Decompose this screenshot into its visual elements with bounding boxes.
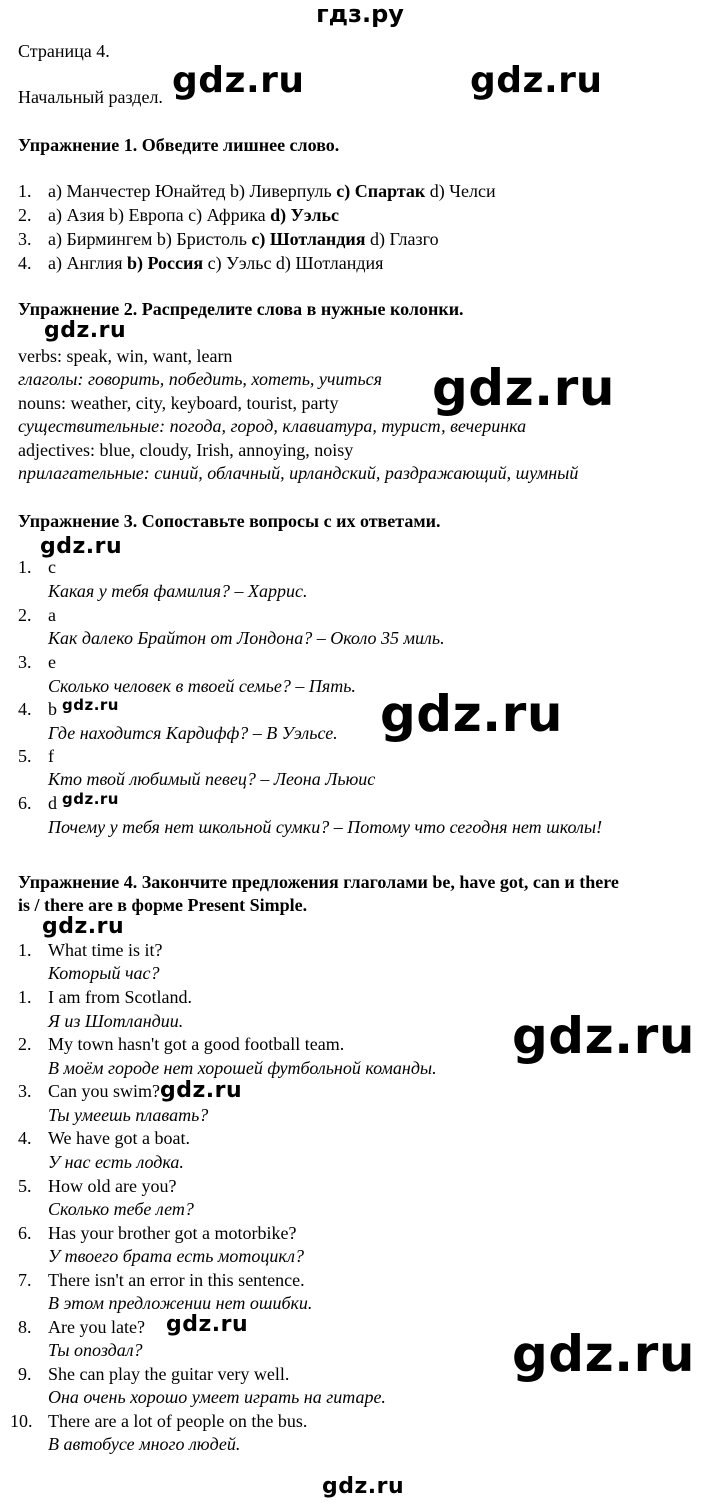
- ex1-num: 2.: [18, 205, 32, 225]
- ex4-sentence: I am from Scotland.: [48, 987, 192, 1007]
- ex4-translation: В этом предложении нет ошибки.: [48, 1293, 313, 1313]
- watermark: gdz.ru: [512, 1325, 695, 1383]
- ex4-translation: Ты умеешь плавать?: [48, 1105, 209, 1125]
- ex4-translation: У твоего брата есть мотоцикл?: [48, 1246, 305, 1266]
- ex3-letter: a: [48, 605, 56, 625]
- ex3-num: 4.: [18, 699, 32, 719]
- ex3-translation: Как далеко Брайтон от Лондона? – Около 35 миль.: [48, 628, 445, 648]
- ex3-translation: Кто твой любимый певец? – Леона Льюис: [48, 769, 376, 789]
- ex3-num: 3.: [18, 652, 32, 672]
- ex1-item: a) Азия b) Европа c) Африка d) Уэльс: [48, 205, 339, 225]
- ex4-num: 8.: [18, 1317, 32, 1337]
- ex4-translation: Она очень хорошо умеет играть на гитаре.: [48, 1387, 386, 1407]
- ex4-sentence: She can play the guitar very well.: [48, 1364, 290, 1384]
- ex4-sentence: We have got a boat.: [48, 1128, 190, 1148]
- ex3-translation: Какая у тебя фамилия? – Харрис.: [48, 581, 308, 601]
- ex4-sentence: Has your brother got a motorbike?: [48, 1223, 297, 1243]
- ex3-translation: Где находится Кардифф? – В Уэльсе.: [48, 723, 338, 743]
- section-label: Начальный раздел.: [18, 87, 163, 107]
- ex1-num: 3.: [18, 229, 32, 249]
- ex4-num: 4.: [18, 1128, 32, 1148]
- ex4-translation: В автобусе много людей.: [48, 1434, 241, 1454]
- ex3-letter: e: [48, 652, 56, 672]
- ex4-num: 1.: [18, 940, 32, 960]
- ex1-title: Упражнение 1. Обведите лишнее слово.: [18, 135, 340, 155]
- ex4-translation: Ты опоздал?: [48, 1340, 143, 1360]
- watermark: gdz.ru: [380, 685, 563, 743]
- ex4-sentence: There are a lot of people on the bus.: [48, 1411, 308, 1431]
- ex2-line: verbs: speak, win, want, learn: [18, 346, 233, 366]
- ex4-num: 1.: [18, 987, 32, 1007]
- ex2-line: adjectives: blue, cloudy, Irish, annoying, noisy: [18, 440, 354, 460]
- ex4-num: 7.: [18, 1270, 32, 1290]
- ex2-line: прилагательные: синий, облачный, ирландский, раздражающий, шумный: [18, 463, 579, 483]
- ex4-translation: В моём городе нет хорошей футбольной команды.: [48, 1058, 437, 1078]
- ex4-num: 5.: [18, 1176, 32, 1196]
- ex4-sentence: How old are you?: [48, 1176, 177, 1196]
- watermark: gdz.ru: [42, 914, 125, 939]
- ex2-line: глаголы: говорить, победить, хотеть, учиться: [18, 369, 383, 389]
- ex4-translation: Который час?: [48, 963, 160, 983]
- ex4-translation: Сколько тебе лет?: [48, 1199, 194, 1219]
- ex1-num: 4.: [18, 253, 32, 273]
- ex3-num: 1.: [18, 557, 32, 577]
- watermark: gdz.ru: [44, 318, 127, 343]
- ex4-translation: У нас есть лодка.: [48, 1152, 184, 1172]
- ex3-num: 6.: [18, 793, 32, 813]
- ex3-letter: f: [48, 746, 54, 766]
- ex4-sentence: There isn't an error in this sentence.: [48, 1270, 305, 1290]
- ex4-title-line2: is / there are в форме Present Simple.: [18, 895, 308, 915]
- ex1-item: a) Бирмингем b) Бристоль c) Шотландия d) Глазго: [48, 229, 439, 249]
- ex1-item: a) Англия b) Россия c) Уэльс d) Шотландия: [48, 253, 384, 273]
- ex2-title: Упражнение 2. Распределите слова в нужные колонки.: [18, 299, 464, 319]
- watermark: gdz.ru: [62, 696, 119, 714]
- watermark: gdz.ru: [172, 60, 305, 101]
- ex4-num: 6.: [18, 1223, 32, 1243]
- ex4-sentence: My town hasn't got a good football team.: [48, 1034, 345, 1054]
- ex4-num: 3.: [18, 1081, 32, 1101]
- ex3-num: 2.: [18, 605, 32, 625]
- watermark: gdz.ru: [322, 1474, 405, 1499]
- watermark: gdz.ru: [166, 1312, 249, 1337]
- site-header: гдз.ру: [316, 0, 404, 28]
- ex4-translation: Я из Шотландии.: [48, 1011, 184, 1031]
- watermark: gdz.ru: [512, 1007, 695, 1065]
- watermark: gdz.ru: [432, 359, 615, 417]
- ex4-sentence: What time is it?: [48, 940, 163, 960]
- ex3-translation: Сколько человек в твоей семье? – Пять.: [48, 676, 356, 696]
- ex3-letter: c: [48, 557, 56, 577]
- watermark: gdz.ru: [160, 1078, 243, 1103]
- ex4-sentence: Can you swim?: [48, 1081, 160, 1101]
- ex2-line: существительные: погода, город, клавиатура, турист, вечеринка: [18, 416, 527, 436]
- watermark: gdz.ru: [470, 60, 603, 101]
- ex4-num: 9.: [18, 1364, 32, 1384]
- ex4-sentence: Are you late?: [48, 1317, 145, 1337]
- ex1-num: 1.: [18, 181, 32, 201]
- ex3-num: 5.: [18, 746, 32, 766]
- ex2-line: nouns: weather, city, keyboard, tourist, party: [18, 393, 339, 413]
- ex3-letter: b: [48, 699, 57, 719]
- page-label: Страница 4.: [18, 41, 110, 61]
- ex4-num: 10.: [10, 1411, 33, 1431]
- ex3-translation: Почему у тебя нет школьной сумки? – Потому что сегодня нет школы!: [48, 817, 603, 837]
- ex1-item: a) Манчестер Юнайтед b) Ливерпуль c) Спартак d) Челси: [48, 181, 496, 201]
- ex4-num: 2.: [18, 1034, 32, 1054]
- watermark: gdz.ru: [40, 534, 123, 559]
- ex3-letter: d: [48, 793, 57, 813]
- ex4-title-line1: Упражнение 4. Закончите предложения глаголами be, have got, can и there: [18, 872, 619, 892]
- watermark: gdz.ru: [62, 790, 119, 808]
- ex3-title: Упражнение 3. Сопоставьте вопросы с их ответами.: [18, 511, 441, 531]
